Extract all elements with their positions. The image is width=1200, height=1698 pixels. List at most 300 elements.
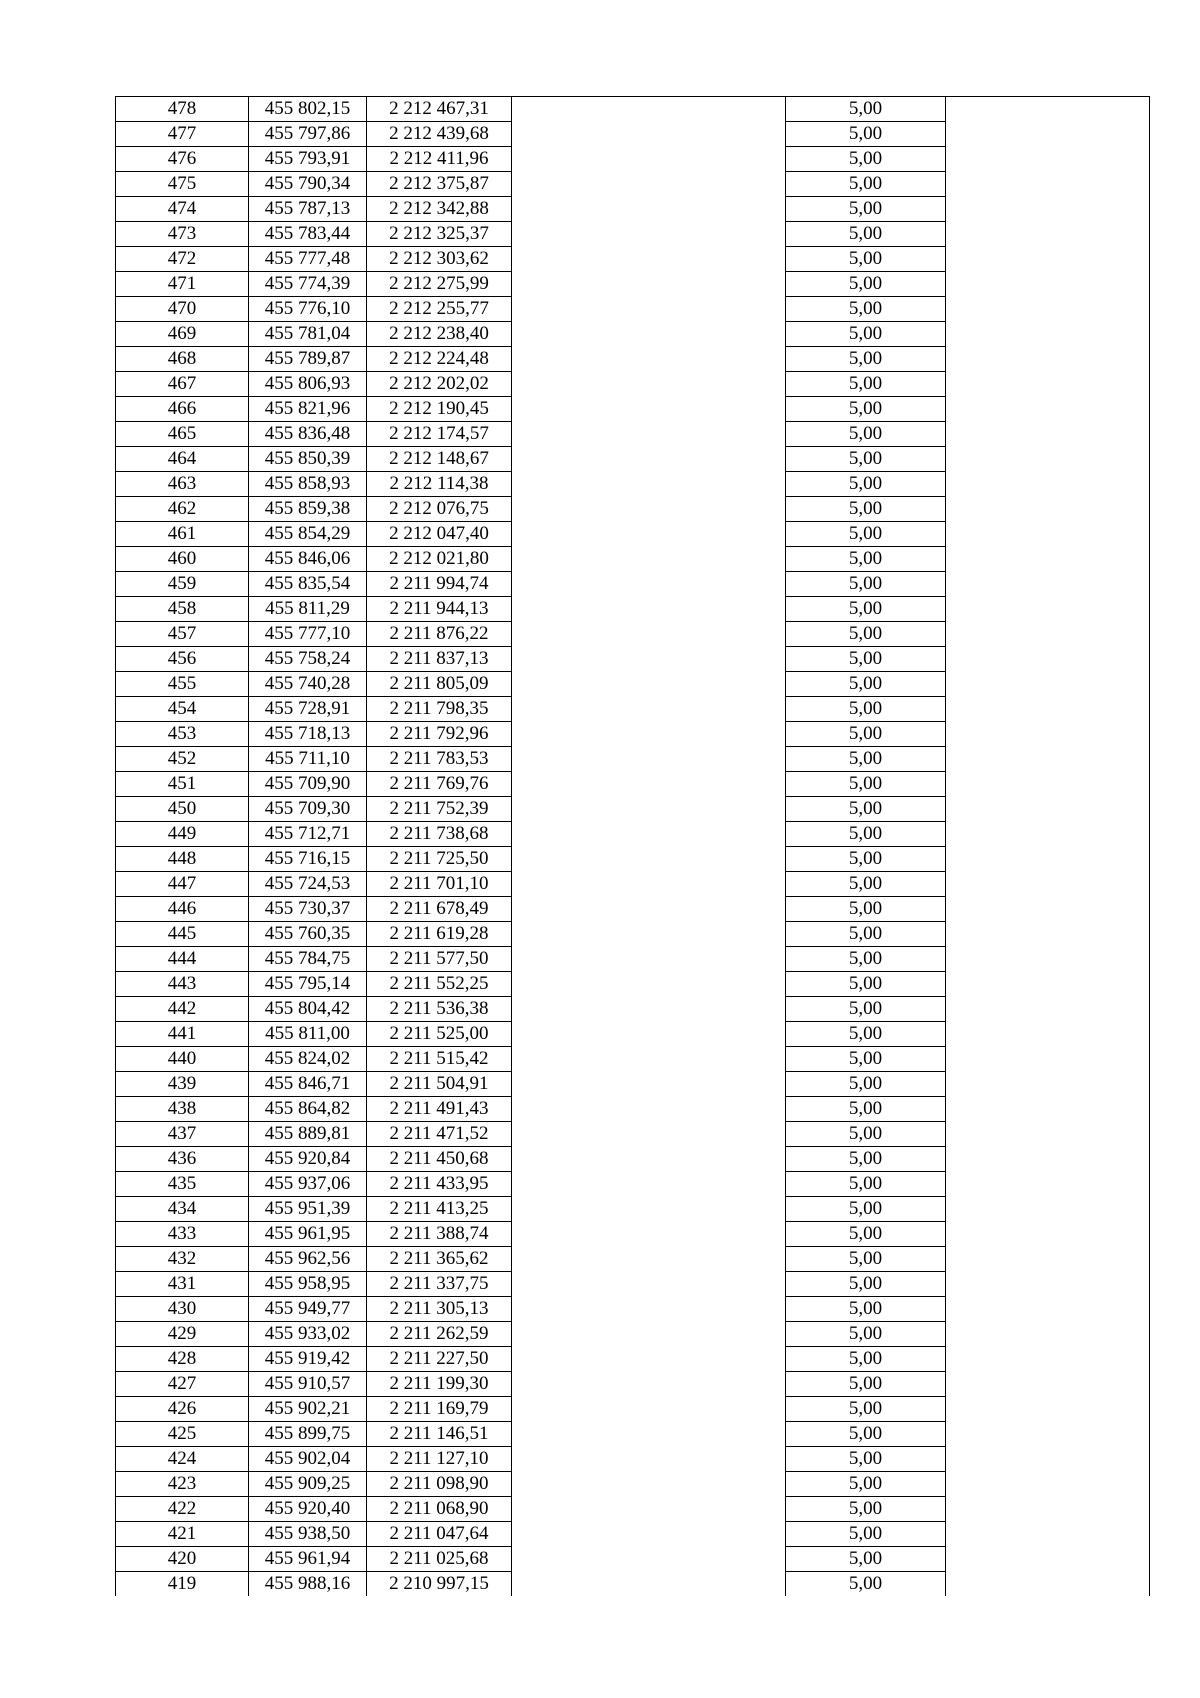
empty-cell (946, 997, 1150, 1022)
x-coordinate-cell: 455 962,56 (249, 1247, 367, 1272)
y-coordinate-cell: 2 211 491,43 (367, 1097, 512, 1122)
y-coordinate-cell: 2 211 471,52 (367, 1122, 512, 1147)
table-row (116, 922, 1150, 947)
y-coordinate-cell: 2 212 325,37 (367, 222, 512, 247)
accuracy-cell: 5,00 (786, 597, 946, 622)
y-coordinate-cell: 2 211 199,30 (367, 1372, 512, 1397)
accuracy-cell: 5,00 (786, 1197, 946, 1222)
y-coordinate-cell: 2 211 552,25 (367, 972, 512, 997)
x-coordinate-cell: 455 958,95 (249, 1272, 367, 1297)
empty-cell (512, 1347, 786, 1372)
accuracy-cell: 5,00 (786, 1547, 946, 1572)
table-row (116, 672, 1150, 697)
empty-cell (512, 522, 786, 547)
table-row (116, 172, 1150, 197)
x-coordinate-cell: 455 777,10 (249, 622, 367, 647)
table-row (116, 1097, 1150, 1122)
empty-cell (946, 897, 1150, 922)
accuracy-cell: 5,00 (786, 922, 946, 947)
empty-cell (512, 672, 786, 697)
coordinates-table-body (116, 97, 1150, 1597)
table-row (116, 697, 1150, 722)
empty-cell (512, 1472, 786, 1497)
point-number-cell: 431 (116, 1272, 249, 1297)
empty-cell (946, 172, 1150, 197)
x-coordinate-cell: 455 711,10 (249, 747, 367, 772)
x-coordinate-cell: 455 740,28 (249, 672, 367, 697)
table-row (116, 722, 1150, 747)
x-coordinate-cell: 455 790,34 (249, 172, 367, 197)
y-coordinate-cell: 2 211 262,59 (367, 1322, 512, 1347)
y-coordinate-cell: 2 211 725,50 (367, 847, 512, 872)
empty-cell (946, 147, 1150, 172)
point-number-cell: 470 (116, 297, 249, 322)
x-coordinate-cell: 455 859,38 (249, 497, 367, 522)
y-coordinate-cell: 2 211 388,74 (367, 1222, 512, 1247)
point-number-cell: 427 (116, 1372, 249, 1397)
point-number-cell: 448 (116, 847, 249, 872)
empty-cell (512, 1147, 786, 1172)
accuracy-cell: 5,00 (786, 197, 946, 222)
empty-cell (946, 1397, 1150, 1422)
empty-cell (946, 1572, 1150, 1597)
point-number-cell: 421 (116, 1522, 249, 1547)
empty-cell (946, 1547, 1150, 1572)
empty-cell (946, 322, 1150, 347)
y-coordinate-cell: 2 211 433,95 (367, 1172, 512, 1197)
y-coordinate-cell: 2 212 238,40 (367, 322, 512, 347)
y-coordinate-cell: 2 211 792,96 (367, 722, 512, 747)
y-coordinate-cell: 2 211 504,91 (367, 1072, 512, 1097)
y-coordinate-cell: 2 211 525,00 (367, 1022, 512, 1047)
point-number-cell: 430 (116, 1297, 249, 1322)
empty-cell (946, 797, 1150, 822)
empty-cell (946, 1222, 1150, 1247)
accuracy-cell: 5,00 (786, 297, 946, 322)
y-coordinate-cell: 2 211 169,79 (367, 1397, 512, 1422)
accuracy-cell: 5,00 (786, 272, 946, 297)
empty-cell (512, 1072, 786, 1097)
table-row (116, 1397, 1150, 1422)
accuracy-cell: 5,00 (786, 1522, 946, 1547)
table-row (116, 822, 1150, 847)
table-row (116, 972, 1150, 997)
y-coordinate-cell: 2 211 798,35 (367, 697, 512, 722)
point-number-cell: 432 (116, 1247, 249, 1272)
empty-cell (946, 397, 1150, 422)
x-coordinate-cell: 455 961,94 (249, 1547, 367, 1572)
accuracy-cell: 5,00 (786, 372, 946, 397)
empty-cell (512, 622, 786, 647)
y-coordinate-cell: 2 210 997,15 (367, 1572, 512, 1597)
empty-cell (512, 772, 786, 797)
point-number-cell: 464 (116, 447, 249, 472)
x-coordinate-cell: 455 920,40 (249, 1497, 367, 1522)
x-coordinate-cell: 455 919,42 (249, 1347, 367, 1372)
empty-cell (946, 1447, 1150, 1472)
x-coordinate-cell: 455 858,93 (249, 472, 367, 497)
point-number-cell: 438 (116, 1097, 249, 1122)
x-coordinate-cell: 455 712,71 (249, 822, 367, 847)
table-row (116, 1472, 1150, 1497)
empty-cell (946, 1422, 1150, 1447)
empty-cell (512, 597, 786, 622)
y-coordinate-cell: 2 212 076,75 (367, 497, 512, 522)
table-row (116, 197, 1150, 222)
point-number-cell: 434 (116, 1197, 249, 1222)
table-row (116, 1322, 1150, 1347)
x-coordinate-cell: 455 718,13 (249, 722, 367, 747)
empty-cell (946, 572, 1150, 597)
empty-cell (512, 1447, 786, 1472)
y-coordinate-cell: 2 212 021,80 (367, 547, 512, 572)
table-row (116, 1547, 1150, 1572)
table-row (116, 1222, 1150, 1247)
empty-cell (946, 522, 1150, 547)
empty-cell (946, 1172, 1150, 1197)
empty-cell (512, 1097, 786, 1122)
point-number-cell: 459 (116, 572, 249, 597)
x-coordinate-cell: 455 724,53 (249, 872, 367, 897)
empty-cell (512, 1422, 786, 1447)
table-row (116, 1197, 1150, 1222)
y-coordinate-cell: 2 212 224,48 (367, 347, 512, 372)
accuracy-cell: 5,00 (786, 1497, 946, 1522)
accuracy-cell: 5,00 (786, 1572, 946, 1597)
empty-cell (512, 1122, 786, 1147)
table-row (116, 247, 1150, 272)
y-coordinate-cell: 2 211 701,10 (367, 872, 512, 897)
empty-cell (512, 922, 786, 947)
point-number-cell: 461 (116, 522, 249, 547)
empty-cell (946, 197, 1150, 222)
point-number-cell: 444 (116, 947, 249, 972)
table-row (116, 1072, 1150, 1097)
x-coordinate-cell: 455 864,82 (249, 1097, 367, 1122)
y-coordinate-cell: 2 211 837,13 (367, 647, 512, 672)
empty-cell (946, 1347, 1150, 1372)
empty-cell (512, 847, 786, 872)
x-coordinate-cell: 455 920,84 (249, 1147, 367, 1172)
y-coordinate-cell: 2 211 577,50 (367, 947, 512, 972)
empty-cell (946, 347, 1150, 372)
point-number-cell: 460 (116, 547, 249, 572)
empty-cell (512, 647, 786, 672)
accuracy-cell: 5,00 (786, 1272, 946, 1297)
x-coordinate-cell: 455 774,39 (249, 272, 367, 297)
table-row (116, 997, 1150, 1022)
point-number-cell: 428 (116, 1347, 249, 1372)
empty-cell (512, 1247, 786, 1272)
empty-cell (946, 272, 1150, 297)
table-row (116, 1522, 1150, 1547)
empty-cell (946, 97, 1150, 122)
accuracy-cell: 5,00 (786, 1247, 946, 1272)
point-number-cell: 474 (116, 197, 249, 222)
empty-cell (512, 1297, 786, 1322)
empty-cell (512, 897, 786, 922)
coordinates-table (115, 96, 1150, 1596)
accuracy-cell: 5,00 (786, 222, 946, 247)
point-number-cell: 475 (116, 172, 249, 197)
point-number-cell: 449 (116, 822, 249, 847)
table-row (116, 572, 1150, 597)
table-row (116, 1572, 1150, 1597)
empty-cell (512, 422, 786, 447)
empty-cell (512, 1372, 786, 1397)
point-number-cell: 419 (116, 1572, 249, 1597)
empty-cell (512, 1497, 786, 1522)
empty-cell (512, 1047, 786, 1072)
accuracy-cell: 5,00 (786, 1122, 946, 1147)
y-coordinate-cell: 2 211 068,90 (367, 1497, 512, 1522)
accuracy-cell: 5,00 (786, 1147, 946, 1172)
point-number-cell: 445 (116, 922, 249, 947)
accuracy-cell: 5,00 (786, 1347, 946, 1372)
accuracy-cell: 5,00 (786, 397, 946, 422)
point-number-cell: 423 (116, 1472, 249, 1497)
table-row (116, 397, 1150, 422)
accuracy-cell: 5,00 (786, 1172, 946, 1197)
empty-cell (512, 447, 786, 472)
y-coordinate-cell: 2 211 227,50 (367, 1347, 512, 1372)
x-coordinate-cell: 455 951,39 (249, 1197, 367, 1222)
table-row (116, 497, 1150, 522)
x-coordinate-cell: 455 889,81 (249, 1122, 367, 1147)
y-coordinate-cell: 2 212 174,57 (367, 422, 512, 447)
x-coordinate-cell: 455 784,75 (249, 947, 367, 972)
y-coordinate-cell: 2 212 303,62 (367, 247, 512, 272)
y-coordinate-cell: 2 211 536,38 (367, 997, 512, 1022)
empty-cell (946, 747, 1150, 772)
accuracy-cell: 5,00 (786, 1297, 946, 1322)
y-coordinate-cell: 2 212 047,40 (367, 522, 512, 547)
accuracy-cell: 5,00 (786, 147, 946, 172)
point-number-cell: 424 (116, 1447, 249, 1472)
point-number-cell: 468 (116, 347, 249, 372)
accuracy-cell: 5,00 (786, 447, 946, 472)
accuracy-cell: 5,00 (786, 622, 946, 647)
y-coordinate-cell: 2 212 411,96 (367, 147, 512, 172)
empty-cell (946, 247, 1150, 272)
point-number-cell: 435 (116, 1172, 249, 1197)
point-number-cell: 452 (116, 747, 249, 772)
y-coordinate-cell: 2 211 619,28 (367, 922, 512, 947)
y-coordinate-cell: 2 211 944,13 (367, 597, 512, 622)
x-coordinate-cell: 455 937,06 (249, 1172, 367, 1197)
table-row (116, 947, 1150, 972)
empty-cell (512, 122, 786, 147)
x-coordinate-cell: 455 899,75 (249, 1422, 367, 1447)
x-coordinate-cell: 455 806,93 (249, 372, 367, 397)
empty-cell (512, 247, 786, 272)
accuracy-cell: 5,00 (786, 1472, 946, 1497)
y-coordinate-cell: 2 212 202,02 (367, 372, 512, 397)
accuracy-cell: 5,00 (786, 422, 946, 447)
table-row (116, 297, 1150, 322)
accuracy-cell: 5,00 (786, 947, 946, 972)
accuracy-cell: 5,00 (786, 1222, 946, 1247)
accuracy-cell: 5,00 (786, 522, 946, 547)
accuracy-cell: 5,00 (786, 1047, 946, 1072)
empty-cell (946, 1097, 1150, 1122)
empty-cell (512, 722, 786, 747)
point-number-cell: 441 (116, 1022, 249, 1047)
empty-cell (946, 372, 1150, 397)
x-coordinate-cell: 455 777,48 (249, 247, 367, 272)
table-row (116, 1147, 1150, 1172)
empty-cell (512, 372, 786, 397)
y-coordinate-cell: 2 212 114,38 (367, 472, 512, 497)
empty-cell (946, 1022, 1150, 1047)
point-number-cell: 447 (116, 872, 249, 897)
empty-cell (512, 347, 786, 372)
table-row (116, 847, 1150, 872)
accuracy-cell: 5,00 (786, 497, 946, 522)
table-row (116, 1047, 1150, 1072)
table-row (116, 1497, 1150, 1522)
empty-cell (946, 972, 1150, 997)
empty-cell (946, 1122, 1150, 1147)
point-number-cell: 472 (116, 247, 249, 272)
empty-cell (512, 497, 786, 522)
point-number-cell: 422 (116, 1497, 249, 1522)
x-coordinate-cell: 455 795,14 (249, 972, 367, 997)
table-row (116, 1247, 1150, 1272)
empty-cell (946, 1147, 1150, 1172)
accuracy-cell: 5,00 (786, 747, 946, 772)
empty-cell (946, 422, 1150, 447)
accuracy-cell: 5,00 (786, 1322, 946, 1347)
empty-cell (512, 1547, 786, 1572)
empty-cell (946, 672, 1150, 697)
accuracy-cell: 5,00 (786, 647, 946, 672)
y-coordinate-cell: 2 211 098,90 (367, 1472, 512, 1497)
point-number-cell: 467 (116, 372, 249, 397)
y-coordinate-cell: 2 211 450,68 (367, 1147, 512, 1172)
x-coordinate-cell: 455 787,13 (249, 197, 367, 222)
y-coordinate-cell: 2 211 783,53 (367, 747, 512, 772)
empty-cell (512, 547, 786, 572)
table-row (116, 472, 1150, 497)
accuracy-cell: 5,00 (786, 697, 946, 722)
empty-cell (946, 622, 1150, 647)
y-coordinate-cell: 2 212 375,87 (367, 172, 512, 197)
point-number-cell: 426 (116, 1397, 249, 1422)
empty-cell (946, 1047, 1150, 1072)
empty-cell (946, 847, 1150, 872)
y-coordinate-cell: 2 211 365,62 (367, 1247, 512, 1272)
empty-cell (946, 822, 1150, 847)
point-number-cell: 439 (116, 1072, 249, 1097)
accuracy-cell: 5,00 (786, 347, 946, 372)
empty-cell (512, 972, 786, 997)
empty-cell (946, 472, 1150, 497)
empty-cell (946, 1497, 1150, 1522)
table-row (116, 772, 1150, 797)
y-coordinate-cell: 2 211 127,10 (367, 1447, 512, 1472)
y-coordinate-cell: 2 211 515,42 (367, 1047, 512, 1072)
point-number-cell: 429 (116, 1322, 249, 1347)
empty-cell (946, 297, 1150, 322)
y-coordinate-cell: 2 211 305,13 (367, 1297, 512, 1322)
y-coordinate-cell: 2 211 047,64 (367, 1522, 512, 1547)
point-number-cell: 463 (116, 472, 249, 497)
y-coordinate-cell: 2 211 769,76 (367, 772, 512, 797)
accuracy-cell: 5,00 (786, 1447, 946, 1472)
table-row (116, 1172, 1150, 1197)
accuracy-cell: 5,00 (786, 547, 946, 572)
x-coordinate-cell: 455 760,35 (249, 922, 367, 947)
x-coordinate-cell: 455 789,87 (249, 347, 367, 372)
table-row (116, 347, 1150, 372)
x-coordinate-cell: 455 846,71 (249, 1072, 367, 1097)
empty-cell (946, 1522, 1150, 1547)
x-coordinate-cell: 455 716,15 (249, 847, 367, 872)
x-coordinate-cell: 455 811,29 (249, 597, 367, 622)
accuracy-cell: 5,00 (786, 172, 946, 197)
empty-cell (946, 1322, 1150, 1347)
x-coordinate-cell: 455 949,77 (249, 1297, 367, 1322)
table-row (116, 222, 1150, 247)
point-number-cell: 440 (116, 1047, 249, 1072)
table-row (116, 1347, 1150, 1372)
empty-cell (946, 872, 1150, 897)
accuracy-cell: 5,00 (786, 822, 946, 847)
x-coordinate-cell: 455 758,24 (249, 647, 367, 672)
table-row (116, 1422, 1150, 1447)
table-row (116, 897, 1150, 922)
point-number-cell: 473 (116, 222, 249, 247)
empty-cell (512, 872, 786, 897)
point-number-cell: 458 (116, 597, 249, 622)
accuracy-cell: 5,00 (786, 322, 946, 347)
table-row (116, 1272, 1150, 1297)
x-coordinate-cell: 455 776,10 (249, 297, 367, 322)
empty-cell (946, 547, 1150, 572)
point-number-cell: 456 (116, 647, 249, 672)
accuracy-cell: 5,00 (786, 122, 946, 147)
accuracy-cell: 5,00 (786, 722, 946, 747)
y-coordinate-cell: 2 211 752,39 (367, 797, 512, 822)
y-coordinate-cell: 2 211 876,22 (367, 622, 512, 647)
x-coordinate-cell: 455 797,86 (249, 122, 367, 147)
x-coordinate-cell: 455 909,25 (249, 1472, 367, 1497)
point-number-cell: 457 (116, 622, 249, 647)
x-coordinate-cell: 455 836,48 (249, 422, 367, 447)
y-coordinate-cell: 2 212 342,88 (367, 197, 512, 222)
table-row (116, 272, 1150, 297)
point-number-cell: 420 (116, 1547, 249, 1572)
empty-cell (946, 947, 1150, 972)
accuracy-cell: 5,00 (786, 1372, 946, 1397)
point-number-cell: 446 (116, 897, 249, 922)
empty-cell (512, 1022, 786, 1047)
empty-cell (512, 97, 786, 122)
empty-cell (512, 572, 786, 597)
x-coordinate-cell: 455 961,95 (249, 1222, 367, 1247)
empty-cell (946, 1197, 1150, 1222)
y-coordinate-cell: 2 212 190,45 (367, 397, 512, 422)
empty-cell (946, 1472, 1150, 1497)
y-coordinate-cell: 2 212 467,31 (367, 97, 512, 122)
x-coordinate-cell: 455 821,96 (249, 397, 367, 422)
accuracy-cell: 5,00 (786, 872, 946, 897)
accuracy-cell: 5,00 (786, 1072, 946, 1097)
point-number-cell: 436 (116, 1147, 249, 1172)
empty-cell (946, 1247, 1150, 1272)
table-row (116, 547, 1150, 572)
